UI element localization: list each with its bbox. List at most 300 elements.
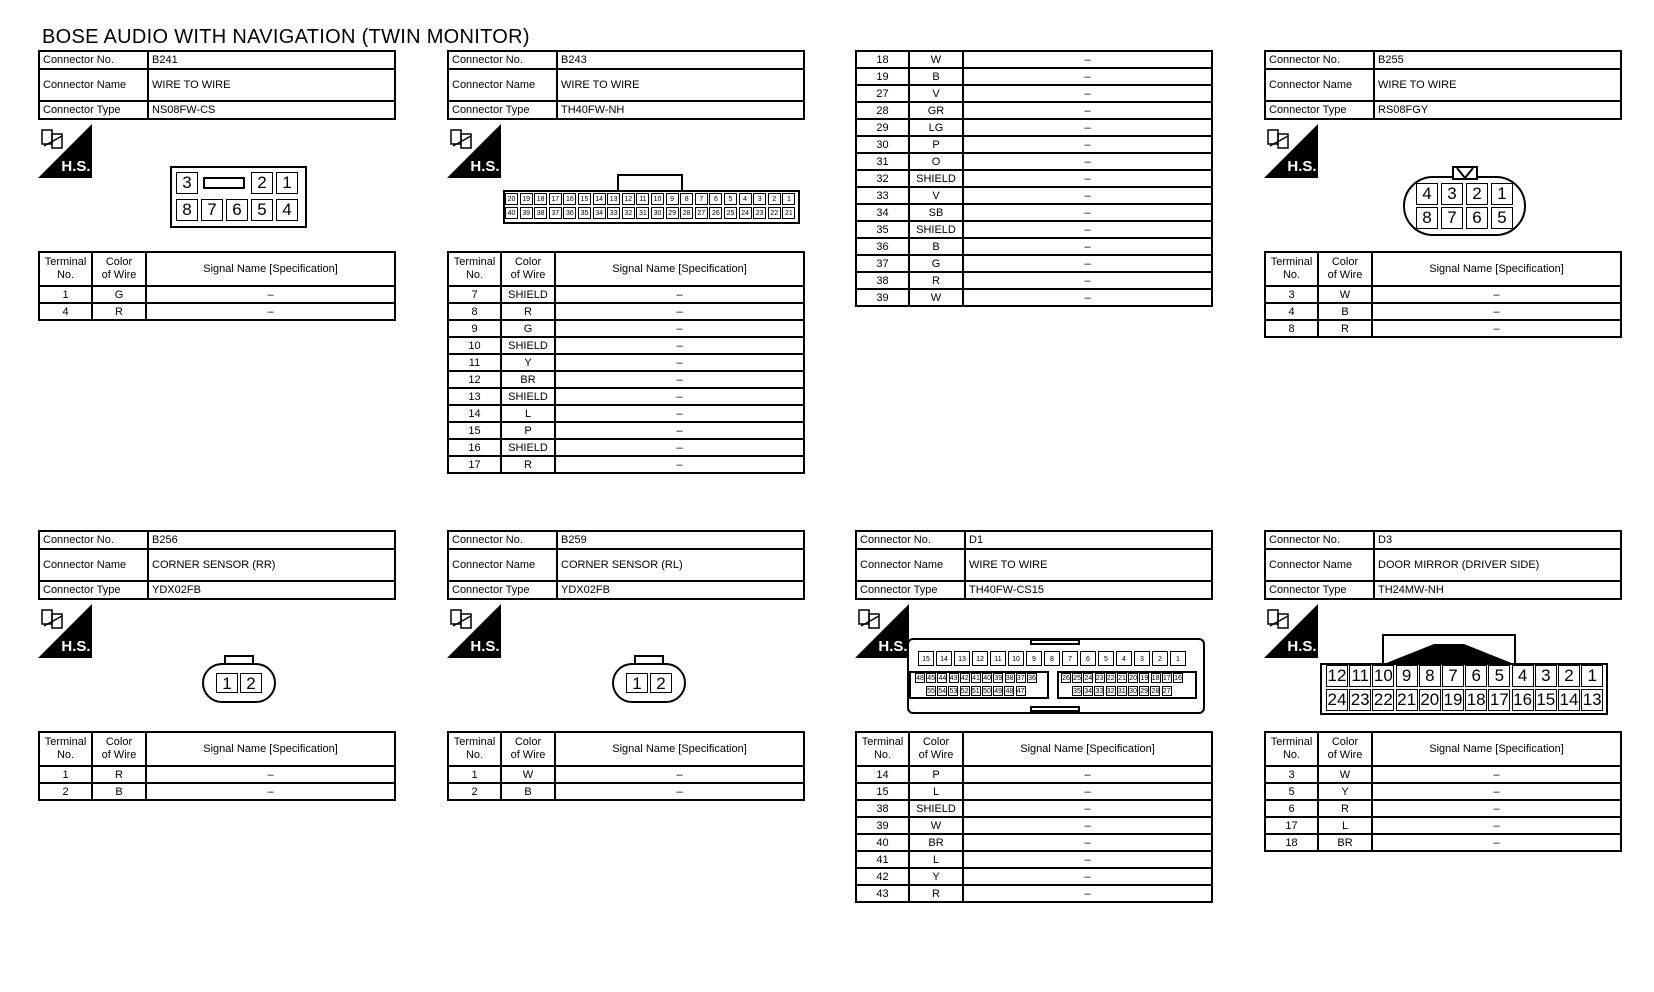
terminal-no-cell: 28 bbox=[856, 102, 909, 119]
signal-name-cell: – bbox=[963, 766, 1212, 783]
pin-number: 8 bbox=[1419, 665, 1441, 687]
hs-label: H.S. bbox=[1287, 158, 1317, 175]
wire-color-cell: W bbox=[909, 817, 963, 834]
pin-number: 50 bbox=[983, 688, 991, 695]
terminal-no-cell: 41 bbox=[856, 851, 909, 868]
terminal-header-line1: Terminal bbox=[44, 256, 87, 268]
wire-color-cell: R bbox=[909, 272, 963, 289]
signal-name-cell: – bbox=[963, 868, 1212, 885]
pin-number: 33 bbox=[1095, 688, 1104, 695]
wire-color-cell: Y bbox=[1318, 783, 1372, 800]
table-row bbox=[856, 85, 1212, 102]
terminal-no-cell: 13 bbox=[448, 388, 501, 405]
table-row bbox=[856, 51, 1212, 68]
wire-color-cell: G bbox=[92, 286, 146, 303]
connector-name-label: Connector Name bbox=[856, 549, 965, 581]
pin-number: 17 bbox=[1162, 675, 1171, 682]
wire-color-cell: W bbox=[1318, 766, 1372, 783]
pin-number: 51 bbox=[971, 688, 980, 695]
terminal-no-cell: 14 bbox=[856, 766, 909, 783]
wire-color-cell: B bbox=[909, 238, 963, 255]
connector-name-value: WIRE TO WIRE bbox=[148, 69, 395, 101]
pin-number: 10 bbox=[1008, 651, 1024, 666]
wire-color-cell: L bbox=[909, 851, 963, 868]
pin-number: 24 bbox=[1327, 690, 1347, 709]
pin-number: 12 bbox=[972, 651, 988, 666]
connector-type-value: YDX02FB bbox=[148, 581, 395, 599]
terminal-no-cell: 32 bbox=[856, 170, 909, 187]
pin-number: 38 bbox=[534, 207, 547, 219]
pin-number: 31 bbox=[1117, 688, 1126, 695]
pin-number: 38 bbox=[1005, 675, 1014, 682]
terminal-no-cell: 8 bbox=[448, 303, 501, 320]
pin-number: 27 bbox=[1162, 688, 1171, 695]
pin-number: 11 bbox=[636, 193, 649, 205]
wire-color-cell: R bbox=[92, 303, 146, 320]
table-row bbox=[448, 286, 804, 303]
hs-label: H.S. bbox=[61, 158, 91, 175]
pin-number: 29 bbox=[1140, 688, 1149, 695]
wire-color-cell: GR bbox=[909, 102, 963, 119]
wire-color-cell: G bbox=[501, 320, 555, 337]
signal-name-cell: – bbox=[963, 204, 1212, 221]
pin-number: 8 bbox=[1416, 207, 1438, 229]
connector-no-value: B259 bbox=[557, 531, 804, 549]
pin-number: 14 bbox=[593, 193, 606, 205]
color-header-line1: Color bbox=[514, 256, 542, 268]
table-row bbox=[856, 783, 1212, 800]
pin-number: 3 bbox=[176, 172, 198, 194]
signal-name-cell: – bbox=[963, 187, 1212, 204]
signal-name-cell: – bbox=[1372, 303, 1621, 320]
pin-number: 14 bbox=[1559, 690, 1579, 709]
signal-name-cell: – bbox=[963, 136, 1212, 153]
terminal-no-cell: 33 bbox=[856, 187, 909, 204]
connector-no-label: Connector No. bbox=[1265, 531, 1374, 549]
terminal-no-cell: 4 bbox=[39, 303, 92, 320]
terminal-no-cell: 27 bbox=[856, 85, 909, 102]
signal-name-cell: – bbox=[555, 320, 804, 337]
table-row bbox=[856, 119, 1212, 136]
pin-number: 3 bbox=[1441, 183, 1463, 205]
pin-number: 27 bbox=[695, 207, 708, 219]
terminal-header-line2: No. bbox=[56, 749, 75, 761]
pin-number: 1 bbox=[1170, 651, 1186, 666]
table-row bbox=[39, 303, 395, 320]
color-of-wire-header bbox=[1318, 252, 1372, 286]
connector-header-table bbox=[447, 530, 805, 600]
signal-name-cell: – bbox=[1372, 783, 1621, 800]
signal-name-cell: – bbox=[146, 286, 395, 303]
table-row bbox=[856, 102, 1212, 119]
pin-number: 17 bbox=[1489, 690, 1509, 709]
connector-header-table bbox=[855, 530, 1213, 600]
terminal-header-line1: Terminal bbox=[453, 256, 496, 268]
pin-number: 2 bbox=[251, 172, 273, 194]
pin-number: 25 bbox=[1073, 675, 1082, 682]
table-row bbox=[856, 153, 1212, 170]
pin-number: 7 bbox=[1062, 651, 1078, 666]
connector-name-label: Connector Name bbox=[448, 549, 557, 581]
pin-number: 9 bbox=[1026, 651, 1042, 666]
terminal-no-cell: 16 bbox=[448, 439, 501, 456]
table-row bbox=[856, 204, 1212, 221]
pin-number: 55 bbox=[927, 688, 935, 695]
connector-no-value: B256 bbox=[148, 531, 395, 549]
pin-number: 16 bbox=[1174, 675, 1182, 682]
signal-name-cell: – bbox=[963, 51, 1212, 68]
connector-header-table bbox=[38, 530, 396, 600]
table-row bbox=[856, 136, 1212, 153]
connector-name-value: WIRE TO WIRE bbox=[1374, 69, 1621, 101]
signal-name-cell: – bbox=[963, 85, 1212, 102]
wire-color-cell: B bbox=[501, 783, 555, 800]
page-title: BOSE AUDIO WITH NAVIGATION (TWIN MONITOR) bbox=[42, 26, 530, 48]
terminal-no-header bbox=[1265, 252, 1318, 286]
pin-number: 34 bbox=[1084, 688, 1093, 695]
connector-panel-b243-continued bbox=[855, 50, 1213, 307]
signal-name-cell: – bbox=[555, 439, 804, 456]
pin-number: 5 bbox=[1488, 665, 1510, 687]
pin-number: 6 bbox=[709, 193, 722, 205]
pin-number: 7 bbox=[201, 199, 223, 221]
table-row bbox=[448, 337, 804, 354]
connector-name-value: CORNER SENSOR (RL) bbox=[557, 549, 804, 581]
hs-label: H.S. bbox=[61, 638, 91, 655]
pin-number: 49 bbox=[994, 688, 1003, 695]
signal-name-cell: – bbox=[963, 153, 1212, 170]
signal-name-cell: – bbox=[146, 303, 395, 320]
connector-type-value: NS08FW-CS bbox=[148, 101, 395, 119]
terminal-no-cell: 15 bbox=[448, 422, 501, 439]
terminal-no-cell: 38 bbox=[856, 800, 909, 817]
connector-b256-outline bbox=[202, 663, 276, 703]
terminal-no-cell: 31 bbox=[856, 153, 909, 170]
connector-header-table bbox=[447, 50, 805, 120]
color-of-wire-header bbox=[909, 732, 963, 766]
d3-lock-wedge-icon bbox=[1384, 644, 1514, 664]
pin-number: 24 bbox=[739, 207, 752, 219]
terminal-header-line2: No. bbox=[465, 269, 484, 281]
pin-number: 32 bbox=[622, 207, 635, 219]
wire-color-cell: B bbox=[1318, 303, 1372, 320]
harness-side-icon bbox=[38, 604, 92, 658]
signal-name-cell: – bbox=[963, 272, 1212, 289]
table-row bbox=[1265, 766, 1621, 783]
latch-icon bbox=[203, 177, 245, 189]
pin-number: 48 bbox=[1005, 688, 1014, 695]
pin-number: 34 bbox=[593, 207, 606, 219]
pin-number: 54 bbox=[938, 688, 947, 695]
harness-side-icon bbox=[38, 124, 92, 178]
pin-number: 39 bbox=[994, 675, 1003, 682]
wire-color-cell: P bbox=[909, 136, 963, 153]
pin-number: 32 bbox=[1106, 688, 1115, 695]
pin-number: 23 bbox=[753, 207, 766, 219]
signal-name-cell: – bbox=[963, 119, 1212, 136]
connector-panel-d1 bbox=[855, 530, 1213, 903]
color-header-line1: Color bbox=[105, 256, 133, 268]
pin-number: 3 bbox=[1535, 665, 1557, 687]
pin-number: 20 bbox=[1129, 675, 1138, 682]
pin-number: 4 bbox=[1116, 651, 1132, 666]
wire-color-cell: R bbox=[92, 766, 146, 783]
terminal-no-cell: 30 bbox=[856, 136, 909, 153]
wire-color-cell: W bbox=[1318, 286, 1372, 303]
pin-number: 2 bbox=[1558, 665, 1580, 687]
color-header-line1: Color bbox=[1331, 736, 1359, 748]
pin-number: 5 bbox=[1098, 651, 1114, 666]
signal-name-cell: – bbox=[963, 783, 1212, 800]
terminal-table bbox=[38, 731, 396, 801]
terminal-header-line2: No. bbox=[56, 269, 75, 281]
pin-number: 35 bbox=[578, 207, 591, 219]
pin-number: 11 bbox=[1349, 665, 1371, 687]
terminal-header-line2: No. bbox=[873, 749, 892, 761]
pin-number: 4 bbox=[739, 193, 752, 205]
terminal-table bbox=[447, 251, 805, 474]
terminal-no-cell: 5 bbox=[1265, 783, 1318, 800]
terminal-no-cell: 12 bbox=[448, 371, 501, 388]
connector-no-label: Connector No. bbox=[856, 531, 965, 549]
terminal-no-cell: 19 bbox=[856, 68, 909, 85]
table-row bbox=[856, 868, 1212, 885]
pin-number: 12 bbox=[1327, 666, 1347, 685]
signal-name-header: Signal Name [Specification] bbox=[963, 732, 1212, 766]
wire-color-cell: W bbox=[909, 289, 963, 306]
terminal-no-cell: 3 bbox=[1265, 766, 1318, 783]
pin-number: 7 bbox=[695, 193, 708, 205]
terminal-no-cell: 11 bbox=[448, 354, 501, 371]
connector-b259-outline bbox=[612, 663, 686, 703]
terminal-no-header bbox=[448, 252, 501, 286]
table-row bbox=[448, 422, 804, 439]
signal-name-cell: – bbox=[963, 885, 1212, 902]
pin-number: 5 bbox=[724, 193, 737, 205]
signal-name-header: Signal Name [Specification] bbox=[146, 252, 395, 286]
signal-name-cell: – bbox=[963, 851, 1212, 868]
pin-number: 48 bbox=[916, 675, 924, 682]
signal-name-cell: – bbox=[1372, 800, 1621, 817]
terminal-no-header bbox=[39, 732, 92, 766]
terminal-no-cell: 36 bbox=[856, 238, 909, 255]
terminal-no-header bbox=[39, 252, 92, 286]
terminal-no-cell: 6 bbox=[1265, 800, 1318, 817]
signal-name-cell: – bbox=[963, 170, 1212, 187]
harness-side-icon bbox=[1264, 124, 1318, 178]
pin-number: 5 bbox=[251, 199, 273, 221]
connector-no-value: B255 bbox=[1374, 51, 1621, 69]
terminal-table bbox=[855, 50, 1213, 307]
signal-name-cell: – bbox=[555, 405, 804, 422]
pin-number: 8 bbox=[680, 193, 693, 205]
wire-color-cell: B bbox=[909, 68, 963, 85]
pin-number: 4 bbox=[1512, 665, 1534, 687]
connector-type-value: YDX02FB bbox=[557, 581, 804, 599]
terminal-table bbox=[855, 731, 1213, 903]
wire-color-cell: SHIELD bbox=[909, 221, 963, 238]
connector-type-value: TH40FW-NH bbox=[557, 101, 804, 119]
connector-header-table bbox=[1264, 530, 1622, 600]
signal-name-header: Signal Name [Specification] bbox=[1372, 732, 1621, 766]
pin-number: 13 bbox=[607, 193, 620, 205]
signal-name-cell: – bbox=[555, 766, 804, 783]
terminal-no-cell: 8 bbox=[1265, 320, 1318, 337]
wire-color-cell: L bbox=[909, 783, 963, 800]
pin-number: 2 bbox=[650, 673, 672, 693]
table-row bbox=[448, 371, 804, 388]
terminal-header-line1: Terminal bbox=[44, 736, 87, 748]
signal-name-cell: – bbox=[963, 834, 1212, 851]
pin-number: 37 bbox=[549, 207, 562, 219]
connector-panel-b243 bbox=[447, 50, 805, 474]
terminal-header-line2: No. bbox=[465, 749, 484, 761]
pin-number: 22 bbox=[1373, 690, 1393, 709]
pin-number: 28 bbox=[1151, 688, 1160, 695]
signal-name-cell: – bbox=[555, 783, 804, 800]
table-row bbox=[448, 303, 804, 320]
table-row bbox=[856, 885, 1212, 902]
terminal-no-cell: 1 bbox=[448, 766, 501, 783]
hs-label: H.S. bbox=[470, 638, 500, 655]
wire-color-cell: B bbox=[92, 783, 146, 800]
connector-no-value: B241 bbox=[148, 51, 395, 69]
terminal-header-line1: Terminal bbox=[453, 736, 496, 748]
table-row bbox=[448, 388, 804, 405]
signal-name-cell: – bbox=[963, 255, 1212, 272]
pin-number: 1 bbox=[276, 172, 298, 194]
connector-name-value: WIRE TO WIRE bbox=[965, 549, 1212, 581]
wire-color-cell: O bbox=[909, 153, 963, 170]
signal-name-cell: – bbox=[555, 354, 804, 371]
terminal-table bbox=[1264, 731, 1622, 852]
pin-number: 9 bbox=[1396, 665, 1418, 687]
table-row bbox=[39, 286, 395, 303]
pin-number: 1 bbox=[782, 193, 795, 205]
table-row bbox=[1265, 320, 1621, 337]
connector-type-value: TH24MW-NH bbox=[1374, 581, 1621, 599]
pin-number: 2 bbox=[768, 193, 781, 205]
connector-no-label: Connector No. bbox=[39, 51, 148, 69]
connector-name-value: WIRE TO WIRE bbox=[557, 69, 804, 101]
table-row bbox=[856, 766, 1212, 783]
terminal-header-line2: No. bbox=[1282, 749, 1301, 761]
connector-name-value: CORNER SENSOR (RR) bbox=[148, 549, 395, 581]
pin-number: 4 bbox=[276, 199, 298, 221]
table-row bbox=[856, 68, 1212, 85]
terminal-header-line2: No. bbox=[1282, 269, 1301, 281]
signal-name-cell: – bbox=[963, 289, 1212, 306]
hs-label: H.S. bbox=[878, 638, 908, 655]
pin-number: 1 bbox=[216, 673, 238, 693]
signal-name-cell: – bbox=[1372, 286, 1621, 303]
connector-type-label: Connector Type bbox=[448, 581, 557, 599]
signal-name-cell: – bbox=[963, 817, 1212, 834]
pin-number: 5 bbox=[1491, 207, 1513, 229]
harness-side-icon bbox=[447, 604, 501, 658]
terminal-no-cell: 17 bbox=[1265, 817, 1318, 834]
terminal-no-cell: 18 bbox=[856, 51, 909, 68]
terminal-no-cell: 29 bbox=[856, 119, 909, 136]
color-of-wire-header bbox=[92, 252, 146, 286]
pin-number: 24 bbox=[1084, 675, 1093, 682]
pin-number: 26 bbox=[709, 207, 722, 219]
connector-type-label: Connector Type bbox=[856, 581, 965, 599]
signal-name-cell: – bbox=[1372, 817, 1621, 834]
pin-number: 40 bbox=[505, 207, 518, 219]
pin-number: 2 bbox=[1466, 183, 1488, 205]
pin-number: 15 bbox=[1536, 690, 1556, 709]
wire-color-cell: R bbox=[909, 885, 963, 902]
signal-name-cell: – bbox=[1372, 320, 1621, 337]
table-row bbox=[1265, 834, 1621, 851]
connector-b243-lock bbox=[617, 174, 683, 192]
connector-type-label: Connector Type bbox=[39, 101, 148, 119]
signal-name-cell: – bbox=[555, 371, 804, 388]
terminal-no-cell: 18 bbox=[1265, 834, 1318, 851]
wire-color-cell: Y bbox=[909, 868, 963, 885]
pin-number: 3 bbox=[1134, 651, 1150, 666]
pin-number: 6 bbox=[1466, 207, 1488, 229]
signal-name-header: Signal Name [Specification] bbox=[1372, 252, 1621, 286]
wire-color-cell: P bbox=[501, 422, 555, 439]
signal-name-cell: – bbox=[963, 68, 1212, 85]
pin-number: 2 bbox=[240, 673, 262, 693]
table-row bbox=[856, 187, 1212, 204]
color-header-line1: Color bbox=[514, 736, 542, 748]
pin-number: 3 bbox=[753, 193, 766, 205]
table-row bbox=[856, 834, 1212, 851]
terminal-no-cell: 42 bbox=[856, 868, 909, 885]
wire-color-cell: R bbox=[1318, 800, 1372, 817]
pin-number: 6 bbox=[226, 199, 248, 221]
pin-number: 11 bbox=[990, 651, 1006, 666]
terminal-no-cell: 2 bbox=[39, 783, 92, 800]
signal-name-cell: – bbox=[146, 766, 395, 783]
hs-label: H.S. bbox=[470, 158, 500, 175]
wire-color-cell: BR bbox=[909, 834, 963, 851]
pin-number: 12 bbox=[622, 193, 635, 205]
pin-number: 19 bbox=[1443, 690, 1463, 709]
table-row bbox=[39, 783, 395, 800]
wire-color-cell: W bbox=[909, 51, 963, 68]
connector-d1-left-block bbox=[909, 671, 1049, 699]
pin-number: 1 bbox=[626, 673, 648, 693]
pin-number: 7 bbox=[1441, 207, 1463, 229]
connector-no-label: Connector No. bbox=[39, 531, 148, 549]
pin-number: 7 bbox=[1442, 665, 1464, 687]
signal-name-header: Signal Name [Specification] bbox=[555, 252, 804, 286]
color-header-line1: Color bbox=[922, 736, 950, 748]
connector-no-value: D3 bbox=[1374, 531, 1621, 549]
terminal-no-header bbox=[1265, 732, 1318, 766]
connector-no-value: D1 bbox=[965, 531, 1212, 549]
signal-name-cell: – bbox=[555, 456, 804, 473]
connector-type-label: Connector Type bbox=[39, 581, 148, 599]
pin-number: 10 bbox=[651, 193, 664, 205]
table-row bbox=[856, 238, 1212, 255]
terminal-no-cell: 2 bbox=[448, 783, 501, 800]
terminal-no-header bbox=[448, 732, 501, 766]
wire-color-cell: P bbox=[909, 766, 963, 783]
table-row bbox=[448, 354, 804, 371]
pin-number: 6 bbox=[1465, 665, 1487, 687]
color-header-line2: of Wire bbox=[510, 269, 546, 281]
terminal-no-cell: 39 bbox=[856, 289, 909, 306]
terminal-no-header bbox=[856, 732, 909, 766]
pin-number: 40 bbox=[983, 675, 992, 682]
signal-name-cell: – bbox=[555, 303, 804, 320]
